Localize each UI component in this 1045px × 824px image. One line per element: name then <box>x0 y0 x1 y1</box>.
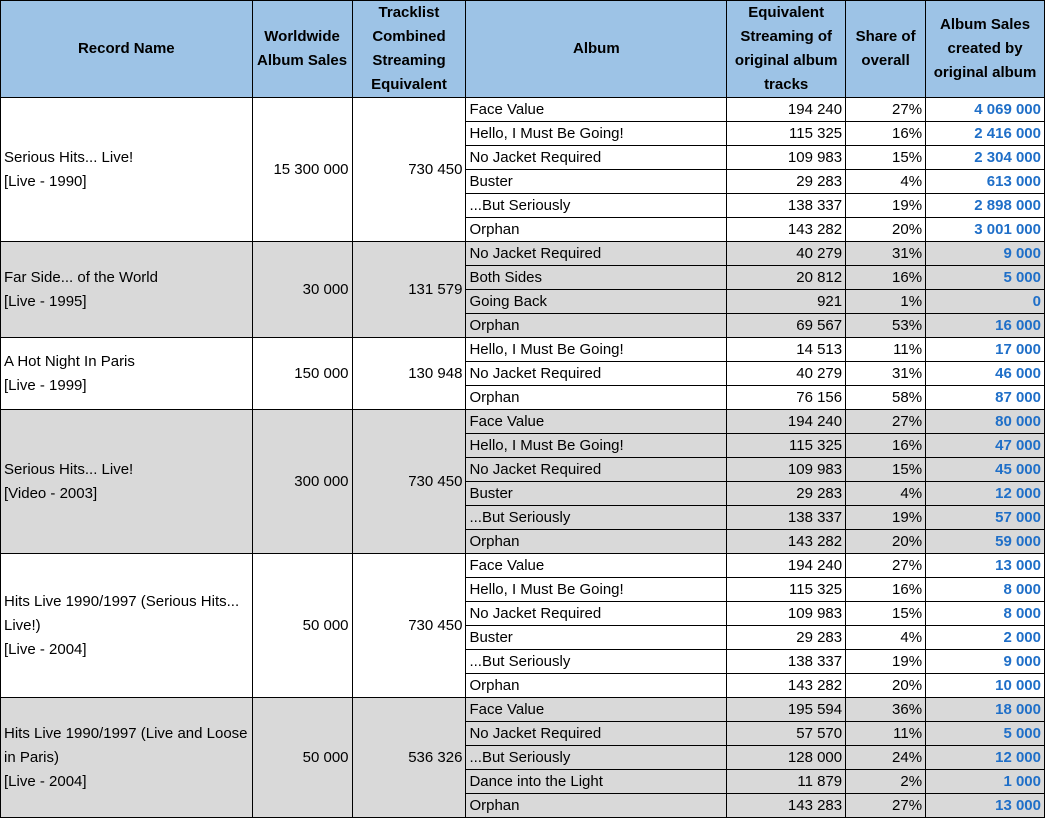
album-sales-value: 47 000 <box>995 437 1041 454</box>
album-cell: Face Value <box>466 554 727 578</box>
streaming-cell: 115 325 <box>727 434 846 458</box>
album-cell: ...But Seriously <box>466 650 727 674</box>
album-sales-cell <box>926 410 1045 434</box>
album-sales-value: 1 000 <box>1003 773 1041 790</box>
record-name: Far Side... of the World <box>4 268 158 286</box>
album-sales-cell <box>926 602 1045 626</box>
header-row <box>1 1 1045 98</box>
record-name-cell <box>1 554 253 698</box>
worldwide-sales-cell: 300 000 <box>252 410 352 554</box>
streaming-cell: 194 240 <box>727 98 846 122</box>
album-sales-value: 9 000 <box>1003 245 1041 262</box>
share-cell: 16% <box>846 122 926 146</box>
record-name: Hits Live 1990/1997 (Serious Hits... Live!) <box>4 592 240 634</box>
album-sales-value: 45 000 <box>995 461 1041 478</box>
record-subtitle: [Live - 1990] <box>4 172 87 190</box>
album-sales-value: 2 416 000 <box>974 125 1041 142</box>
record-subtitle: [Live - 2004] <box>4 772 87 790</box>
album-cell: Orphan <box>466 674 727 698</box>
share-cell: 1% <box>846 290 926 314</box>
album-cell: Orphan <box>466 794 727 818</box>
share-cell: 20% <box>846 530 926 554</box>
worldwide-sales-cell: 15 300 000 <box>252 98 352 242</box>
streaming-cell: 138 337 <box>727 650 846 674</box>
streaming-cell: 128 000 <box>727 746 846 770</box>
streaming-cell: 115 325 <box>727 578 846 602</box>
album-sales-cell <box>926 266 1045 290</box>
album-sales-cell <box>926 554 1045 578</box>
share-cell: 11% <box>846 722 926 746</box>
record-subtitle: [Live - 1995] <box>4 292 87 310</box>
album-sales-cell <box>926 506 1045 530</box>
album-cell: Orphan <box>466 314 727 338</box>
album-sales-value: 8 000 <box>1003 581 1041 598</box>
album-sales-value: 16 000 <box>995 317 1041 334</box>
share-cell: 27% <box>846 554 926 578</box>
streaming-cell: 57 570 <box>727 722 846 746</box>
share-cell: 31% <box>846 242 926 266</box>
album-cell: Face Value <box>466 98 727 122</box>
album-cell: Buster <box>466 482 727 506</box>
table-row <box>1 338 1045 362</box>
share-cell: 16% <box>846 434 926 458</box>
share-cell: 4% <box>846 170 926 194</box>
album-sales-cell <box>926 746 1045 770</box>
album-sales-cell <box>926 170 1045 194</box>
share-cell: 19% <box>846 506 926 530</box>
album-sales-cell <box>926 794 1045 818</box>
album-sales-cell <box>926 122 1045 146</box>
album-sales-cell <box>926 578 1045 602</box>
streaming-cell: 143 283 <box>727 794 846 818</box>
streaming-cell: 143 282 <box>727 530 846 554</box>
tracklist-equivalent-cell: 536 326 <box>352 698 466 818</box>
album-sales-cell <box>926 362 1045 386</box>
album-sales-value: 8 000 <box>1003 605 1041 622</box>
streaming-cell: 143 282 <box>727 674 846 698</box>
album-sales-value: 13 000 <box>995 797 1041 814</box>
album-sales-value: 9 000 <box>1003 653 1041 670</box>
share-cell: 19% <box>846 194 926 218</box>
album-cell: Buster <box>466 626 727 650</box>
streaming-cell: 29 283 <box>727 170 846 194</box>
share-cell: 27% <box>846 410 926 434</box>
album-sales-cell <box>926 290 1045 314</box>
album-cell: No Jacket Required <box>466 458 727 482</box>
album-cell: No Jacket Required <box>466 242 727 266</box>
streaming-cell: 138 337 <box>727 506 846 530</box>
streaming-cell: 138 337 <box>727 194 846 218</box>
album-cell: Hello, I Must Be Going! <box>466 434 727 458</box>
table-row <box>1 98 1045 122</box>
share-cell: 31% <box>846 362 926 386</box>
album-cell: Orphan <box>466 218 727 242</box>
share-cell: 53% <box>846 314 926 338</box>
streaming-cell: 76 156 <box>727 386 846 410</box>
share-cell: 20% <box>846 674 926 698</box>
record-name: Serious Hits... Live! <box>4 148 134 166</box>
record-name-cell <box>1 410 253 554</box>
album-sales-value: 0 <box>1032 293 1041 310</box>
share-cell: 36% <box>846 698 926 722</box>
share-cell: 24% <box>846 746 926 770</box>
album-cell: ...But Seriously <box>466 194 727 218</box>
worldwide-sales-cell: 50 000 <box>252 554 352 698</box>
album-sales-cell <box>926 338 1045 362</box>
streaming-cell: 143 282 <box>727 218 846 242</box>
album-cell: Going Back <box>466 290 727 314</box>
album-cell: No Jacket Required <box>466 362 727 386</box>
album-sales-cell <box>926 482 1045 506</box>
tracklist-equivalent-cell: 730 450 <box>352 554 466 698</box>
album-sales-cell <box>926 98 1045 122</box>
album-sales-cell <box>926 386 1045 410</box>
album-cell: No Jacket Required <box>466 602 727 626</box>
album-sales-cell <box>926 242 1045 266</box>
album-cell: No Jacket Required <box>466 722 727 746</box>
record-name: Hits Live 1990/1997 (Live and Loose in Paris) <box>4 724 248 766</box>
worldwide-sales-cell: 50 000 <box>252 698 352 818</box>
record-name-cell <box>1 242 253 338</box>
album-cell: Hello, I Must Be Going! <box>466 122 727 146</box>
share-cell: 4% <box>846 482 926 506</box>
share-cell: 16% <box>846 578 926 602</box>
header-album-sales: Album Sales created by original album <box>926 1 1045 98</box>
record-name: Serious Hits... Live! <box>4 460 134 478</box>
album-cell: Orphan <box>466 530 727 554</box>
album-cell: Both Sides <box>466 266 727 290</box>
album-sales-cell <box>926 146 1045 170</box>
album-cell: Dance into the Light <box>466 770 727 794</box>
album-sales-value: 80 000 <box>995 413 1041 430</box>
share-cell: 58% <box>846 386 926 410</box>
tracklist-equivalent-cell: 730 450 <box>352 98 466 242</box>
album-cell: ...But Seriously <box>466 746 727 770</box>
album-sales-value: 5 000 <box>1003 269 1041 286</box>
streaming-cell: 109 983 <box>727 458 846 482</box>
album-sales-cell <box>926 650 1045 674</box>
album-sales-cell <box>926 626 1045 650</box>
album-sales-cell <box>926 218 1045 242</box>
streaming-cell: 29 283 <box>727 626 846 650</box>
share-cell: 4% <box>846 626 926 650</box>
share-cell: 11% <box>846 338 926 362</box>
album-sales-cell <box>926 458 1045 482</box>
album-sales-cell <box>926 530 1045 554</box>
album-sales-value: 46 000 <box>995 365 1041 382</box>
header-record-name: Record Name <box>1 1 253 98</box>
streaming-cell: 69 567 <box>727 314 846 338</box>
share-cell: 27% <box>846 794 926 818</box>
album-sales-value: 57 000 <box>995 509 1041 526</box>
album-sales-value: 10 000 <box>995 677 1041 694</box>
streaming-cell: 40 279 <box>727 242 846 266</box>
share-cell: 27% <box>846 98 926 122</box>
table-row <box>1 410 1045 434</box>
share-cell: 20% <box>846 218 926 242</box>
share-cell: 16% <box>846 266 926 290</box>
worldwide-sales-cell: 30 000 <box>252 242 352 338</box>
record-name-cell <box>1 338 253 410</box>
album-sales-cell <box>926 434 1045 458</box>
record-subtitle: [Video - 2003] <box>4 484 98 502</box>
record-name-cell <box>1 698 253 818</box>
album-cell: Hello, I Must Be Going! <box>466 578 727 602</box>
record-subtitle: [Live - 1999] <box>4 376 87 394</box>
streaming-cell: 115 325 <box>727 122 846 146</box>
streaming-cell: 194 240 <box>727 554 846 578</box>
album-sales-cell <box>926 194 1045 218</box>
streaming-cell: 11 879 <box>727 770 846 794</box>
album-cell: Orphan <box>466 386 727 410</box>
header-album: Album <box>466 1 727 98</box>
album-sales-value: 12 000 <box>995 485 1041 502</box>
streaming-cell: 921 <box>727 290 846 314</box>
album-sales-value: 2 898 000 <box>974 197 1041 214</box>
album-cell: ...But Seriously <box>466 506 727 530</box>
record-name-cell <box>1 98 253 242</box>
album-sales-value: 613 000 <box>986 173 1041 190</box>
album-sales-cell <box>926 722 1045 746</box>
album-cell: Buster <box>466 170 727 194</box>
album-cell: Face Value <box>466 410 727 434</box>
header-equivalent-streaming: Equivalent Streaming of original album tracks <box>727 1 846 98</box>
share-cell: 2% <box>846 770 926 794</box>
record-subtitle: [Live - 2004] <box>4 640 87 658</box>
album-cell: Face Value <box>466 698 727 722</box>
share-cell: 15% <box>846 146 926 170</box>
tracklist-equivalent-cell: 730 450 <box>352 410 466 554</box>
album-sales-cell <box>926 314 1045 338</box>
album-sales-value: 13 000 <box>995 557 1041 574</box>
album-sales-cell <box>926 770 1045 794</box>
header-tracklist-equivalent: Tracklist Combined Streaming Equivalent <box>352 1 466 98</box>
worldwide-sales-cell: 150 000 <box>252 338 352 410</box>
album-sales-value: 59 000 <box>995 533 1041 550</box>
album-sales-value: 87 000 <box>995 389 1041 406</box>
album-sales-value: 2 304 000 <box>974 149 1041 166</box>
streaming-cell: 109 983 <box>727 602 846 626</box>
album-sales-value: 5 000 <box>1003 725 1041 742</box>
share-cell: 15% <box>846 458 926 482</box>
streaming-cell: 109 983 <box>727 146 846 170</box>
streaming-cell: 194 240 <box>727 410 846 434</box>
share-cell: 19% <box>846 650 926 674</box>
header-worldwide-sales: Worldwide Album Sales <box>252 1 352 98</box>
album-cell: No Jacket Required <box>466 146 727 170</box>
record-name: A Hot Night In Paris <box>4 352 135 370</box>
album-sales-value: 4 069 000 <box>974 101 1041 118</box>
streaming-cell: 195 594 <box>727 698 846 722</box>
album-sales-cell <box>926 698 1045 722</box>
streaming-cell: 20 812 <box>727 266 846 290</box>
share-cell: 15% <box>846 602 926 626</box>
streaming-cell: 40 279 <box>727 362 846 386</box>
album-sales-value: 12 000 <box>995 749 1041 766</box>
tracklist-equivalent-cell: 130 948 <box>352 338 466 410</box>
table-row <box>1 242 1045 266</box>
album-sales-value: 17 000 <box>995 341 1041 358</box>
album-sales-cell <box>926 674 1045 698</box>
streaming-cell: 14 513 <box>727 338 846 362</box>
tracklist-equivalent-cell: 131 579 <box>352 242 466 338</box>
table-row <box>1 554 1045 578</box>
header-share: Share of overall <box>846 1 926 98</box>
album-cell: Hello, I Must Be Going! <box>466 338 727 362</box>
table-body <box>1 98 1045 818</box>
table-row <box>1 698 1045 722</box>
album-sales-value: 2 000 <box>1003 629 1041 646</box>
streaming-cell: 29 283 <box>727 482 846 506</box>
album-sales-value: 3 001 000 <box>974 221 1041 238</box>
album-sales-value: 18 000 <box>995 701 1041 718</box>
